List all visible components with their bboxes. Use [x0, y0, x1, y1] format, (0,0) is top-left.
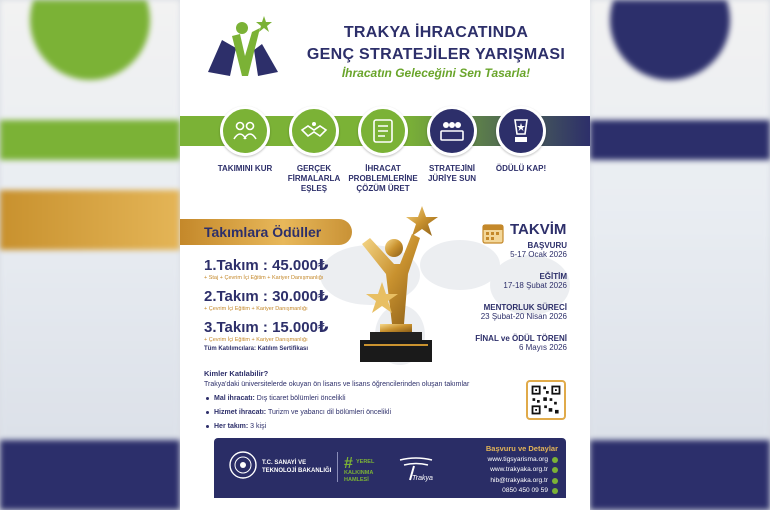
phone-link[interactable]: 0850 450 09 59	[502, 487, 548, 494]
ministry-name-line1: T.C. SANAYİ VE	[262, 460, 307, 466]
calendar-item-final	[450, 334, 567, 352]
eligibility-item-label: Hizmet ihracatı:	[214, 409, 267, 416]
participation-certificate: Tüm Katılımcılara: Katılım Sertifikası	[204, 346, 309, 352]
step-label: İHRACAT PROBLEMLERİNE ÇÖZÜM ÜRET	[348, 164, 418, 193]
globe-icon	[552, 457, 558, 463]
prize-amount: 1.Takım : 45.000₺	[204, 257, 329, 274]
step-label: GERÇEK FİRMALARLA EŞLEŞ	[287, 164, 341, 193]
eligibility-item-label: Mal ihracatı:	[214, 395, 255, 402]
poster-title-line2: GENÇ STRATEJİLER YARIŞMASI	[306, 46, 566, 63]
eligibility-heading: Kimler Katılabilir?	[204, 369, 269, 378]
eligibility-item	[204, 393, 514, 404]
eligibility-item	[204, 407, 514, 418]
blurred-circle	[30, 0, 150, 80]
competition-poster	[180, 0, 590, 510]
blurred-footer	[590, 440, 770, 510]
contact-row[interactable]	[448, 486, 558, 497]
poster-tagline: İhracatın Geleceğini Sen Tasarla!	[341, 66, 531, 80]
poster-header	[180, 0, 590, 112]
prize-extras: + Çevrim İçi Eğitim + Kariyer Danışmanlığı	[204, 337, 308, 343]
prize-first	[204, 256, 328, 281]
calendar-label: BAŞVURU	[527, 241, 567, 250]
blurred-circle	[610, 0, 730, 80]
calendar-label: FİNAL ve ÖDÜL TÖRENİ	[475, 334, 567, 343]
trakya-agency-logo	[396, 454, 438, 488]
gold-trophy-illustration	[342, 204, 452, 372]
prize-extras: + Çevrim İçi Eğitim + Kariyer Danışmanlığı	[204, 306, 308, 312]
footer-divider	[337, 452, 338, 482]
svg-text:HAMLESİ: HAMLESİ	[344, 477, 369, 483]
email-link[interactable]: hib@trakyaka.org.tr	[490, 476, 548, 484]
eligibility-section	[204, 368, 514, 432]
contact-row[interactable]	[448, 465, 558, 476]
eligibility-item-label: Her takım:	[214, 423, 249, 430]
calendar-label: EĞİTİM	[539, 272, 567, 281]
awards-heading: Takımlara Ödüller	[180, 219, 352, 245]
globe-icon	[552, 467, 558, 473]
step-team	[210, 106, 280, 174]
eligibility-intro: Trakya'daki üniversitelerde okuyan ön lisans ve lisans öğrencilerinden oluşan takımlar	[204, 381, 470, 388]
prize-amount: 2.Takım : 30.000₺	[204, 288, 329, 305]
blurred-gold-band	[0, 190, 180, 250]
ministry-name-line2: TEKNOLOJİ BAKANLIĞI	[262, 468, 332, 474]
local-development-hashtag-logo	[342, 452, 382, 484]
contact-row[interactable]	[448, 476, 558, 487]
blurred-band	[590, 120, 770, 160]
trophy-icon	[496, 106, 546, 156]
svg-text:YEREL: YEREL	[356, 459, 375, 465]
prize-amount: 3.Takım : 15.000₺	[204, 319, 329, 336]
contact-info	[448, 444, 558, 497]
step-present	[417, 106, 487, 184]
blurred-background-right	[590, 0, 770, 510]
step-label: STRATEJİNİ JÜRİYE SUN	[427, 164, 476, 183]
eligibility-item	[204, 421, 514, 432]
calendar-item-mentoring	[450, 303, 567, 321]
calendar-date: 6 Mayıs 2026	[518, 343, 567, 352]
competition-logo-icon	[202, 14, 284, 94]
eligibility-item-text: Dış ticaret bölümleri öncelikli	[254, 395, 346, 402]
eligibility-item-text: 3 kişi	[248, 423, 267, 430]
prize-extras: + Staj + Çevrim İçi Eğitim + Kariyer Danışmanlığı	[204, 275, 324, 281]
calendar-title: TAKVİM	[510, 221, 567, 238]
poster-footer	[214, 438, 566, 498]
ministry-name	[262, 459, 331, 475]
prize-third	[204, 318, 328, 343]
step-label: TAKIMINI KUR	[217, 164, 273, 173]
calendar-date: 5-17 Ocak 2026	[510, 250, 567, 259]
blurred-footer	[0, 440, 180, 510]
qr-code-icon[interactable]	[526, 380, 566, 420]
calendar-label: MENTORLUK SÜRECİ	[483, 303, 567, 312]
website-link[interactable]: www.tigsyarisma.org	[487, 455, 548, 463]
blurred-background-left	[0, 0, 180, 510]
eligibility-item-text: Turizm ve yabancı dil bölümleri öncelikli	[266, 409, 392, 416]
poster-title-line1: TRAKYA İHRACATINDA	[343, 24, 529, 41]
step-match	[279, 106, 349, 194]
calendar-date: 23 Şubat-20 Nisan 2026	[480, 312, 567, 321]
step-award	[486, 106, 556, 174]
calendar-date: 17-18 Şubat 2026	[503, 281, 567, 290]
contact-row[interactable]	[448, 455, 558, 466]
phone-icon	[552, 488, 558, 494]
contact-title: Başvuru ve Detaylar	[485, 444, 558, 453]
svg-text:KALKINMA: KALKINMA	[344, 470, 374, 476]
mail-icon	[552, 478, 558, 484]
ministry-emblem-icon	[228, 450, 258, 480]
step-solve	[348, 106, 418, 194]
calendar-item-application	[450, 241, 567, 259]
prize-second	[204, 287, 328, 312]
handshake-icon	[289, 106, 339, 156]
step-label: ÖDÜLÜ KAP!	[495, 164, 547, 173]
svg-text:Trakya: Trakya	[412, 475, 433, 482]
svg-text:#: #	[344, 455, 353, 472]
jury-icon	[427, 106, 477, 156]
blurred-band	[0, 120, 180, 160]
calendar-item-training	[450, 272, 567, 290]
checklist-icon	[358, 106, 408, 156]
team-icon	[220, 106, 270, 156]
website-link[interactable]: www.trakyaka.org.tr	[490, 466, 548, 473]
